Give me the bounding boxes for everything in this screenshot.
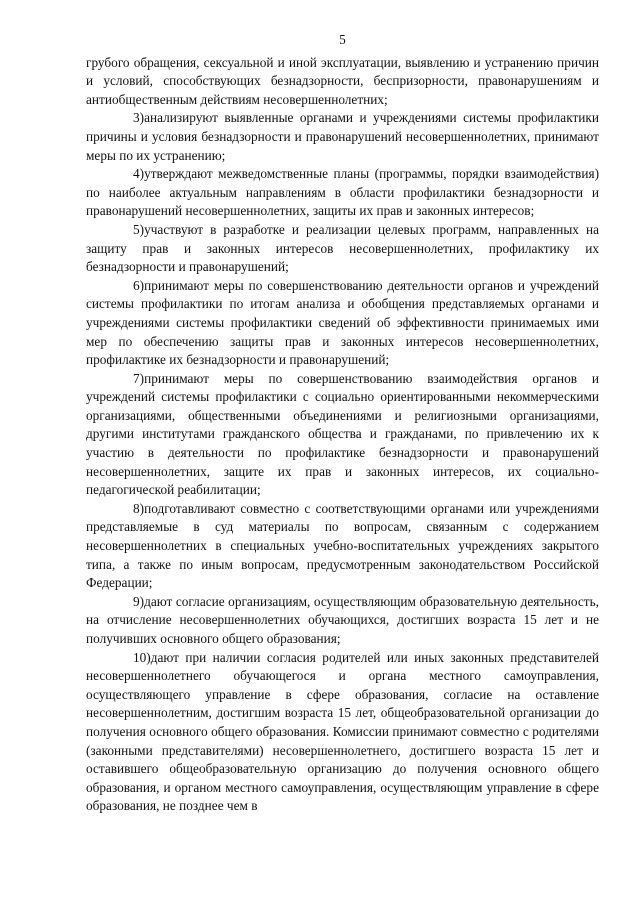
document-body xyxy=(86,54,599,816)
list-item-5: 5)участвуют в разработке и реализации целевых программ, направленных на защиту прав и законных интересов несовершеннолетних, профилактику их безнадзорности и правонарушений; xyxy=(86,221,599,275)
list-item-8: 8)подготавливают совместно с соответствующими органами или учреждениями представляемые в суд материалы по вопросам, связанным с содержанием несовершеннолетних в специальных учебно-воспитательных учреждениях закрытого типа, а также по иным вопросам, предусмотренным законодательством Российской Федерации; xyxy=(86,500,599,591)
list-item-3: 3)анализируют выявленные органами и учреждениями системы профилактики причины и условия безнадзорности и правонарушений несовершеннолетних, принимают меры по их устранению; xyxy=(86,110,599,163)
list-item-9: 9)дают согласие организациям, осуществляющим образовательную деятельность, на отчисление несовершеннолетних обучающихся, достигших возраста 15 лет и не получивших основного общего образования; xyxy=(86,593,599,646)
list-item-10: 10)дают при наличии согласия родителей или иных законных представителей несовершеннолетнего обучающегося и органа местного самоуправления, осуществляющего управление в сфере образования, согласие на оставление несовершеннолетним, достигшим возраста 15 лет, общеобразовательной организации до получения основного общего образования. Комиссии принимают совместно с родителями (законными представителями) несовершеннолетнего, достигшего возраста 15 лет и оставившего общеобразовательную организацию до получения основного общего образования, и органом местного самоуправления, осуществляющим управление в сфере образования, не позднее чем в xyxy=(86,649,599,814)
list-item-6: 6)принимают меры по совершенствованию деятельности органов и учреждений системы профилактики по итогам анализа и обобщения представляемых органами и учреждениями системы профилактики сведений об эффективности принимаемых ими мер по обеспечению защиты прав и законных интересов несовершеннолетних, профилактике их безнадзорности и правонарушений; xyxy=(86,277,599,368)
list-item-7: 7)принимают меры по совершенствованию взаимодействия органов и учреждений системы профилактики с социально ориентированными некоммерческими организациями, общественными объединениями и религиозными организациями, другими институтами гражданского общества и гражданами, по привлечению их к участию в деятельности по профилактике безнадзорности и правонарушений несовершеннолетних, защите их прав и законных интересов, их социально-педагогической реабилитации; xyxy=(86,370,599,498)
paragraph-continuation: грубого обращения, сексуальной и иной эксплуатации, выявлению и устранению причин и условий, способствующих безнадзорности, беспризорности, правонарушениям и антиобщественным действиям несовершеннолетних; xyxy=(86,54,599,107)
list-item-4: 4)утверждают межведомственные планы (программы, порядки взаимодействия) по наиболее актуальным направлениям в области профилактики безнадзорности и правонарушений несовершеннолетних, защиты их прав и законных интересов; xyxy=(86,166,599,219)
page-number: 5 xyxy=(339,32,346,47)
